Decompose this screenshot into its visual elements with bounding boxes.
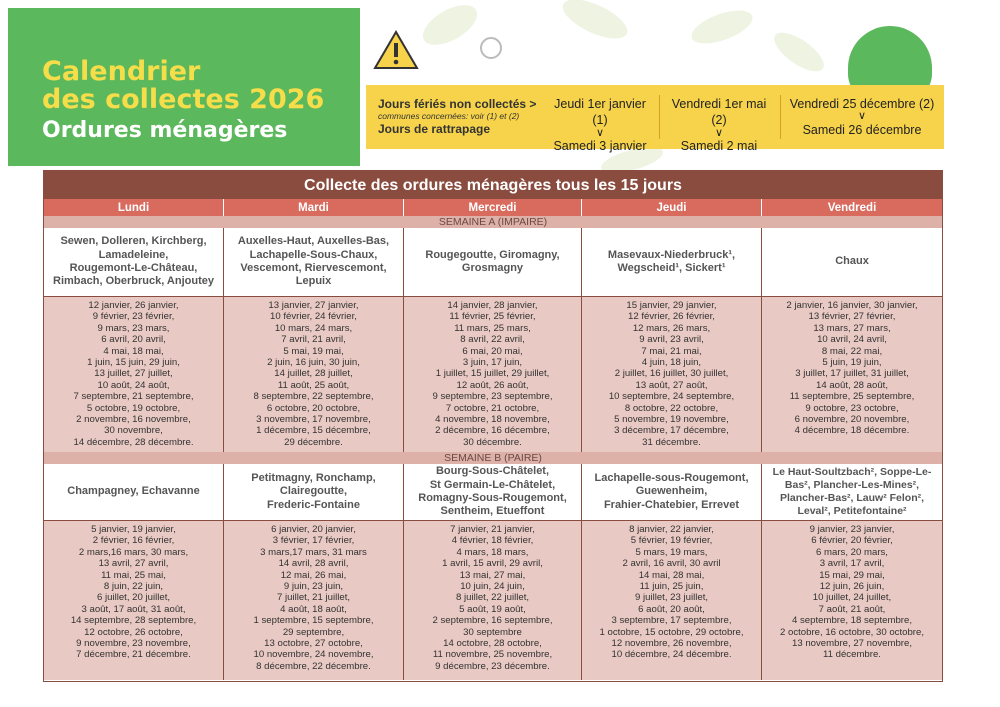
holiday-date: Vendredi 25 décembre (2)	[789, 97, 935, 111]
date-line: 9 janvier, 23 janvier,	[809, 524, 895, 535]
town-line: St Germain-Le-Châtelet,	[429, 478, 556, 491]
date-line: 14 avril, 28 avril,	[278, 558, 349, 570]
date-line: 1 juillet, 15 juillet, 29 juillet,	[435, 368, 550, 380]
catchup-date: Samedi 2 mai	[680, 139, 758, 154]
date-line: 9 juin, 23 juin,	[283, 581, 344, 593]
date-line: 31 décembre.	[642, 436, 701, 448]
date-line: 14 décembre, 28 décembre.	[73, 436, 194, 448]
town-line: Chaux	[835, 255, 869, 268]
date-line: 2 juin, 16 juin, 30 juin,	[267, 357, 360, 369]
date-line: 14 juillet, 28 juillet,	[274, 368, 353, 380]
date-line: 1 avril, 15 avril, 29 avril,	[442, 558, 543, 570]
dates-cell	[224, 297, 404, 452]
date-line: 2 octobre, 16 octobre, 30 octobre,	[780, 626, 924, 638]
town-line: Plancher-Bas², Lauw² Felon²,	[779, 492, 925, 504]
date-line: 5 juin, 19 juin,	[822, 357, 882, 369]
day-header-jeudi: Jeudi	[582, 199, 762, 216]
town-line: Leval², Petitefontaine²	[797, 504, 907, 517]
date-line: 5 octobre, 19 octobre,	[86, 402, 181, 414]
town-line: Lamadeleine,	[98, 248, 169, 261]
holiday-item	[663, 96, 775, 155]
week-b-label: SEMAINE B (PAIRE)	[44, 452, 942, 464]
town-line: Rimbach, Oberbruck, Anjoutey	[53, 275, 214, 288]
town-cell	[582, 228, 762, 296]
date-line: 2 janvier, 16 janvier, 30 janvier,	[786, 300, 918, 311]
date-line: 12 novembre, 26 novembre,	[611, 638, 732, 650]
day-header-mercredi: Mercredi	[404, 199, 582, 216]
town-line: Lepuix	[295, 275, 332, 288]
date-line: 3 mars,17 mars, 31 mars	[260, 546, 367, 558]
town-cell	[404, 228, 582, 296]
date-line: 6 avril, 20 avril,	[101, 334, 166, 346]
town-cell	[582, 464, 762, 520]
town-line: Wegscheid¹, Sickert¹	[617, 262, 726, 274]
town-line: Bas², Plancher-Les-Mines²,	[784, 479, 920, 492]
date-line: 5 août, 19 août,	[459, 603, 526, 615]
title-line-1: Calendrier	[42, 56, 201, 87]
catchup-date: Samedi 3 janvier	[553, 139, 647, 154]
date-line: 4 février, 18 février,	[451, 535, 534, 547]
date-line: 4 novembre, 18 novembre,	[435, 414, 550, 426]
town-cell	[224, 464, 404, 520]
date-line: 6 mai, 20 mai,	[462, 345, 523, 357]
date-line: 12 janvier, 26 janvier,	[88, 300, 179, 311]
date-line: 12 août, 26 août,	[456, 379, 529, 391]
date-line: 9 juillet, 23 juillet,	[634, 592, 709, 604]
date-line: 8 juillet, 22 juillet,	[455, 592, 530, 604]
date-line: 5 janvier, 19 janvier,	[91, 524, 176, 535]
date-line: 5 mai, 19 mai,	[283, 345, 344, 357]
date-line: 6 août, 20 août,	[638, 603, 705, 615]
town-line: Le Haut-Soultzbach², Soppe-Le-	[772, 466, 932, 479]
town-line: Guewenheim,	[635, 485, 708, 498]
page-title	[42, 58, 324, 142]
date-line: 12 mars, 26 mars,	[632, 322, 711, 334]
date-line: 10 avril, 24 avril,	[817, 334, 887, 346]
date-line: 12 février, 26 février,	[628, 311, 715, 323]
date-line: 6 novembre, 20 novembre,	[794, 414, 910, 426]
date-line: 3 août, 17 août, 31 août,	[81, 603, 186, 615]
date-line: 11 mars, 25 mars,	[454, 322, 531, 334]
town-line: Masevaux-Niederbruck¹,	[607, 248, 736, 261]
date-line: 2 juillet, 16 juillet, 30 juillet,	[614, 368, 729, 380]
date-line: 29 septembre,	[282, 626, 345, 638]
date-line: 13 novembre, 27 novembre,	[792, 638, 912, 650]
town-line: Champagney, Echavanne	[67, 485, 200, 498]
town-line: Petitmagny, Ronchamp,	[251, 471, 376, 484]
date-line: 11 décembre.	[823, 649, 881, 661]
date-line: 30 novembre,	[104, 425, 163, 437]
date-line: 7 janvier, 21 janvier,	[450, 524, 535, 535]
town-line: Rougemont-Le-Château,	[69, 262, 198, 274]
date-line: 3 septembre, 17 septembre,	[611, 615, 732, 627]
date-line: 4 septembre, 18 septembre,	[792, 615, 912, 627]
day-header-mardi: Mardi	[224, 199, 404, 216]
town-line: Sentheim, Etueffont	[440, 505, 545, 518]
date-line: 13 octobre, 27 octobre,	[264, 638, 363, 650]
holiday-item	[550, 96, 650, 155]
date-line: 9 avril, 23 avril,	[639, 334, 704, 346]
table-title: Collecte des ordures ménagères tous les 15 jours	[44, 171, 942, 199]
town-line: Grosmagny	[461, 262, 524, 274]
date-line: 8 septembre, 22 septembre,	[253, 391, 374, 403]
chevron-down-icon: ∨	[714, 126, 724, 139]
town-line: Lachapelle-Sous-Chaux,	[249, 248, 378, 261]
divider	[780, 95, 781, 139]
town-cell	[44, 464, 224, 520]
date-line: 3 novembre, 17 novembre,	[256, 414, 371, 426]
date-line: 1 octobre, 15 octobre, 29 octobre,	[599, 626, 744, 638]
day-header-lundi: Lundi	[44, 199, 224, 216]
date-line: 5 mars, 19 mars,	[635, 546, 708, 558]
town-cell	[224, 228, 404, 296]
date-line: 13 janvier, 27 janvier,	[268, 300, 359, 311]
dates-cell	[404, 521, 582, 680]
date-line: 6 mars, 20 mars,	[816, 546, 888, 558]
town-cell	[762, 228, 942, 296]
date-line: 6 février, 20 février,	[811, 535, 893, 547]
date-line: 8 juin, 22 juin,	[103, 581, 164, 593]
town-cell	[762, 464, 942, 520]
date-line: 14 mai, 28 mai,	[638, 569, 705, 581]
date-line: 13 août, 27 août,	[635, 379, 708, 391]
date-line: 14 septembre, 28 septembre,	[70, 615, 197, 627]
town-line: Romagny-Sous-Rougemont,	[418, 492, 567, 504]
date-line: 4 mai, 18 mai,	[103, 345, 164, 357]
date-line: 7 septembre, 21 septembre,	[73, 391, 194, 403]
date-line: 2 septembre, 16 septembre,	[432, 615, 553, 627]
date-line: 7 mai, 21 mai,	[641, 345, 702, 357]
date-line: 10 décembre, 24 décembre.	[611, 649, 732, 661]
date-line: 3 juillet, 17 juillet, 31 juillet,	[795, 368, 909, 380]
date-line: 8 janvier, 22 janvier,	[629, 524, 714, 535]
date-line: 8 avril, 22 avril,	[460, 334, 525, 346]
date-line: 10 juillet, 24 juillet,	[812, 592, 892, 604]
town-line: Frahier-Chatebier, Errevet	[603, 498, 740, 511]
date-line: 3 avril, 17 avril,	[819, 558, 885, 570]
date-line: 12 octobre, 26 octobre,	[84, 626, 183, 638]
holidays-legend	[378, 98, 536, 136]
date-line: 10 août, 24 août,	[97, 379, 170, 391]
catchup-date: Samedi 26 décembre	[802, 123, 922, 138]
date-line: 15 janvier, 29 janvier,	[626, 300, 717, 311]
date-line: 9 février, 23 février,	[92, 311, 175, 323]
date-line: 11 février, 25 février,	[449, 311, 536, 323]
chevron-down-icon: ∨	[857, 110, 867, 123]
date-line: 6 janvier, 20 janvier,	[271, 524, 356, 535]
date-line: 14 octobre, 28 octobre,	[443, 638, 542, 650]
town-cell	[404, 464, 582, 520]
divider	[659, 95, 660, 139]
holidays-band	[366, 85, 944, 154]
date-line: 2 mars,16 mars, 30 mars,	[78, 546, 189, 558]
date-line: 10 juin, 24 juin,	[460, 581, 525, 593]
date-line: 4 août, 18 août,	[280, 603, 347, 615]
dates-cell	[762, 521, 942, 680]
date-line: 2 avril, 16 avril, 30 avril	[622, 558, 721, 570]
holiday-date: Jeudi 1er janvier (1)	[554, 97, 646, 128]
date-line: 4 décembre, 18 décembre.	[794, 425, 910, 437]
week-a-label: SEMAINE A (IMPAIRE)	[44, 216, 942, 228]
town-line: Clairegoutte,	[279, 485, 348, 498]
date-line: 11 juin, 25 juin,	[639, 581, 704, 593]
date-line: 9 mars, 23 mars,	[97, 322, 170, 334]
holiday-date: Vendredi 1er mai (2)	[671, 97, 767, 128]
town-line: Sewen, Dolleren, Kirchberg,	[60, 235, 207, 248]
decorative-leaf	[557, 0, 632, 46]
subtitle: Ordures ménagères	[42, 117, 288, 143]
date-line: 10 février, 24 février,	[270, 311, 357, 323]
town-line: Vescemont, Riervescemont,	[240, 262, 387, 274]
date-line: 8 décembre, 22 décembre.	[256, 660, 371, 672]
town-line: Frederic-Fontaine	[267, 498, 360, 511]
decorative-leaf	[687, 4, 756, 50]
date-line: 5 février, 19 février,	[630, 535, 713, 547]
date-line: 9 septembre, 23 septembre,	[432, 391, 553, 403]
date-line: 13 mars, 27 mars,	[813, 322, 891, 334]
date-line: 7 août, 21 août,	[818, 603, 886, 615]
dates-cell	[224, 521, 404, 680]
date-line: 14 janvier, 28 janvier,	[447, 300, 538, 311]
date-line: 3 juin, 17 juin,	[462, 357, 523, 369]
date-line: 8 octobre, 22 octobre,	[624, 402, 719, 414]
date-line: 11 août, 25 août,	[277, 379, 350, 391]
date-line: 7 décembre, 21 décembre.	[76, 649, 191, 661]
date-line: 2 février, 16 février,	[92, 535, 175, 547]
holiday-item	[782, 96, 942, 138]
town-line: Bourg-Sous-Châtelet,	[435, 465, 550, 478]
label-not-collected: Jours fériés non collectés >	[378, 97, 537, 111]
dates-cell	[44, 521, 224, 680]
date-line: 13 mai, 27 mai,	[459, 569, 526, 581]
dates-cell	[582, 521, 762, 680]
dates-cell	[404, 297, 582, 452]
date-line: 12 juin, 26 juin,	[819, 581, 885, 593]
date-line: 9 novembre, 23 novembre,	[76, 638, 191, 650]
date-line: 7 avril, 21 avril,	[281, 334, 346, 346]
date-line: 4 juin, 18 juin,	[641, 357, 702, 369]
date-line: 6 octobre, 20 octobre,	[266, 402, 361, 414]
date-line: 29 décembre.	[284, 436, 343, 448]
date-line: 1 décembre, 15 décembre,	[256, 425, 371, 437]
date-line: 6 juillet, 20 juillet,	[96, 592, 171, 604]
date-line: 30 septembre	[463, 626, 522, 638]
date-line: 11 mai, 25 mai,	[101, 569, 166, 581]
town-line: Lachapelle-sous-Rougemont,	[594, 471, 749, 484]
date-line: 10 septembre, 24 septembre,	[608, 391, 735, 403]
date-line: 2 novembre, 16 novembre,	[76, 414, 191, 426]
decorative-leaf	[768, 26, 829, 79]
date-line: 7 juillet, 21 juillet,	[276, 592, 351, 604]
chevron-down-icon: ∨	[595, 126, 605, 139]
town-cell	[44, 228, 224, 296]
date-line: 11 septembre, 25 septembre,	[789, 391, 915, 403]
date-line: 4 mars, 18 mars,	[456, 546, 529, 558]
decorative-leaf	[417, 0, 484, 53]
binder-hole	[480, 37, 502, 59]
warning-sign-icon	[373, 30, 419, 72]
date-line: 7 octobre, 21 octobre,	[445, 402, 540, 414]
date-line: 13 juillet, 27 juillet,	[94, 368, 173, 380]
title-line-2: des collectes 2026	[42, 84, 325, 116]
date-line: 5 novembre, 19 novembre,	[614, 414, 729, 426]
dates-cell	[762, 297, 942, 452]
date-line: 1 juin, 15 juin, 29 juin,	[87, 357, 180, 369]
date-line: 3 février, 17 février,	[272, 535, 355, 547]
date-line: 30 décembre.	[463, 436, 522, 448]
date-line: 10 mars, 24 mars,	[274, 322, 353, 334]
day-header-vendredi: Vendredi	[762, 199, 942, 216]
dates-cell	[582, 297, 762, 452]
date-line: 10 novembre, 24 novembre,	[253, 649, 374, 661]
town-line: Rougegoutte, Giromagny,	[425, 248, 560, 261]
date-line: 13 avril, 27 avril,	[98, 558, 169, 570]
date-line: 9 décembre, 23 décembre.	[435, 660, 550, 672]
date-line: 14 août, 28 août,	[815, 379, 888, 391]
label-note: communes concernées: voir (1) et (2)	[378, 111, 520, 122]
date-line: 1 septembre, 15 septembre,	[253, 615, 374, 627]
date-line: 3 décembre, 17 décembre,	[614, 425, 729, 437]
date-line: 15 mai, 29 mai,	[819, 569, 885, 581]
date-line: 2 décembre, 16 décembre,	[435, 425, 550, 437]
date-line: 11 novembre, 25 novembre,	[432, 649, 553, 661]
dates-cell	[44, 297, 224, 452]
date-line: 9 octobre, 23 octobre,	[805, 402, 899, 414]
date-line: 12 mai, 26 mai,	[280, 569, 347, 581]
collection-table	[43, 170, 943, 682]
date-line: 13 février, 27 février,	[808, 311, 896, 323]
date-line: 8 mai, 22 mai,	[821, 345, 883, 357]
town-line: Auxelles-Haut, Auxelles-Bas,	[237, 235, 390, 248]
label-catchup: Jours de rattrapage	[378, 121, 491, 136]
